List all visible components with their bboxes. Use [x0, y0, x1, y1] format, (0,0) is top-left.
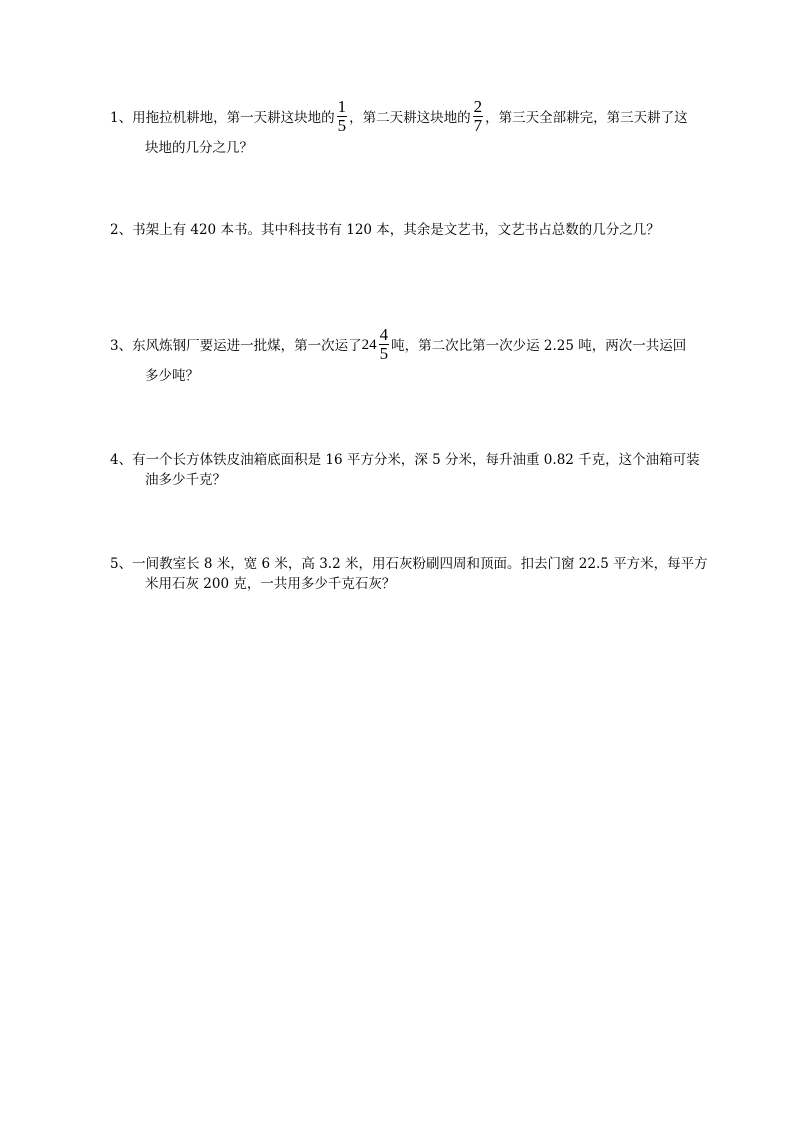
- mixed-number-whole: 24: [361, 336, 377, 353]
- fraction-denominator: 7: [473, 116, 483, 135]
- problem-4-line-2: 油多少千克？: [145, 472, 226, 488]
- problem-3-line-1: [110, 326, 710, 366]
- problem-3-text-b: 吨，第二次比第一次少运 2.25 吨，两次一共运回: [391, 338, 687, 354]
- fraction-numerator: 1: [337, 97, 347, 116]
- problem-2: [110, 220, 710, 240]
- problem-4-line-1: 4、有一个长方体铁皮油箱底面积是 16 平方分米，深 5 分米，每升油重 0.82 千克，这个油箱可装: [110, 452, 700, 468]
- problem-4: [110, 450, 710, 490]
- problem-3-line-2: 多少吨？: [145, 368, 199, 384]
- problem-1-text-a: 1、用拖拉机耕地，第一天耕这块地的: [110, 110, 335, 126]
- problem-3: [110, 326, 710, 386]
- problem-1: [110, 98, 710, 158]
- problem-5-line-1: 5、一间教室长 8 米，宽 6 米，高 3.2 米，用石灰粉刷四周和顶面。扣去门窗 22.5 平方米，每平方: [110, 556, 708, 572]
- fraction-numerator: 2: [473, 97, 483, 116]
- problem-5: [110, 554, 710, 594]
- fraction-denominator: 5: [379, 344, 389, 363]
- fraction-four-fifths: [379, 326, 390, 363]
- fraction-two-sevenths: [473, 98, 484, 135]
- problem-1-text-c: ，第三天全部耕完，第三天耕了这: [485, 110, 688, 126]
- problem-2-line-1: 2、书架上有 420 本书。其中科技书有 120 本，其余是文艺书，文艺书占总数的几分之几？: [110, 222, 660, 238]
- fraction-denominator: 5: [337, 116, 347, 135]
- problem-1-line-1: [110, 98, 710, 138]
- fraction-numerator: 4: [379, 325, 389, 344]
- problem-3-text-a: 3、东风炼钢厂要运进一批煤，第一次运了: [110, 338, 362, 354]
- problem-5-line-2: 米用石灰 200 克，一共用多少千克石灰？: [145, 576, 396, 592]
- problem-1-line-2: 块地的几分之几？: [145, 140, 253, 156]
- problem-1-text-b: ，第二天耕这块地的: [349, 110, 471, 126]
- fraction-one-fifth: [337, 98, 348, 135]
